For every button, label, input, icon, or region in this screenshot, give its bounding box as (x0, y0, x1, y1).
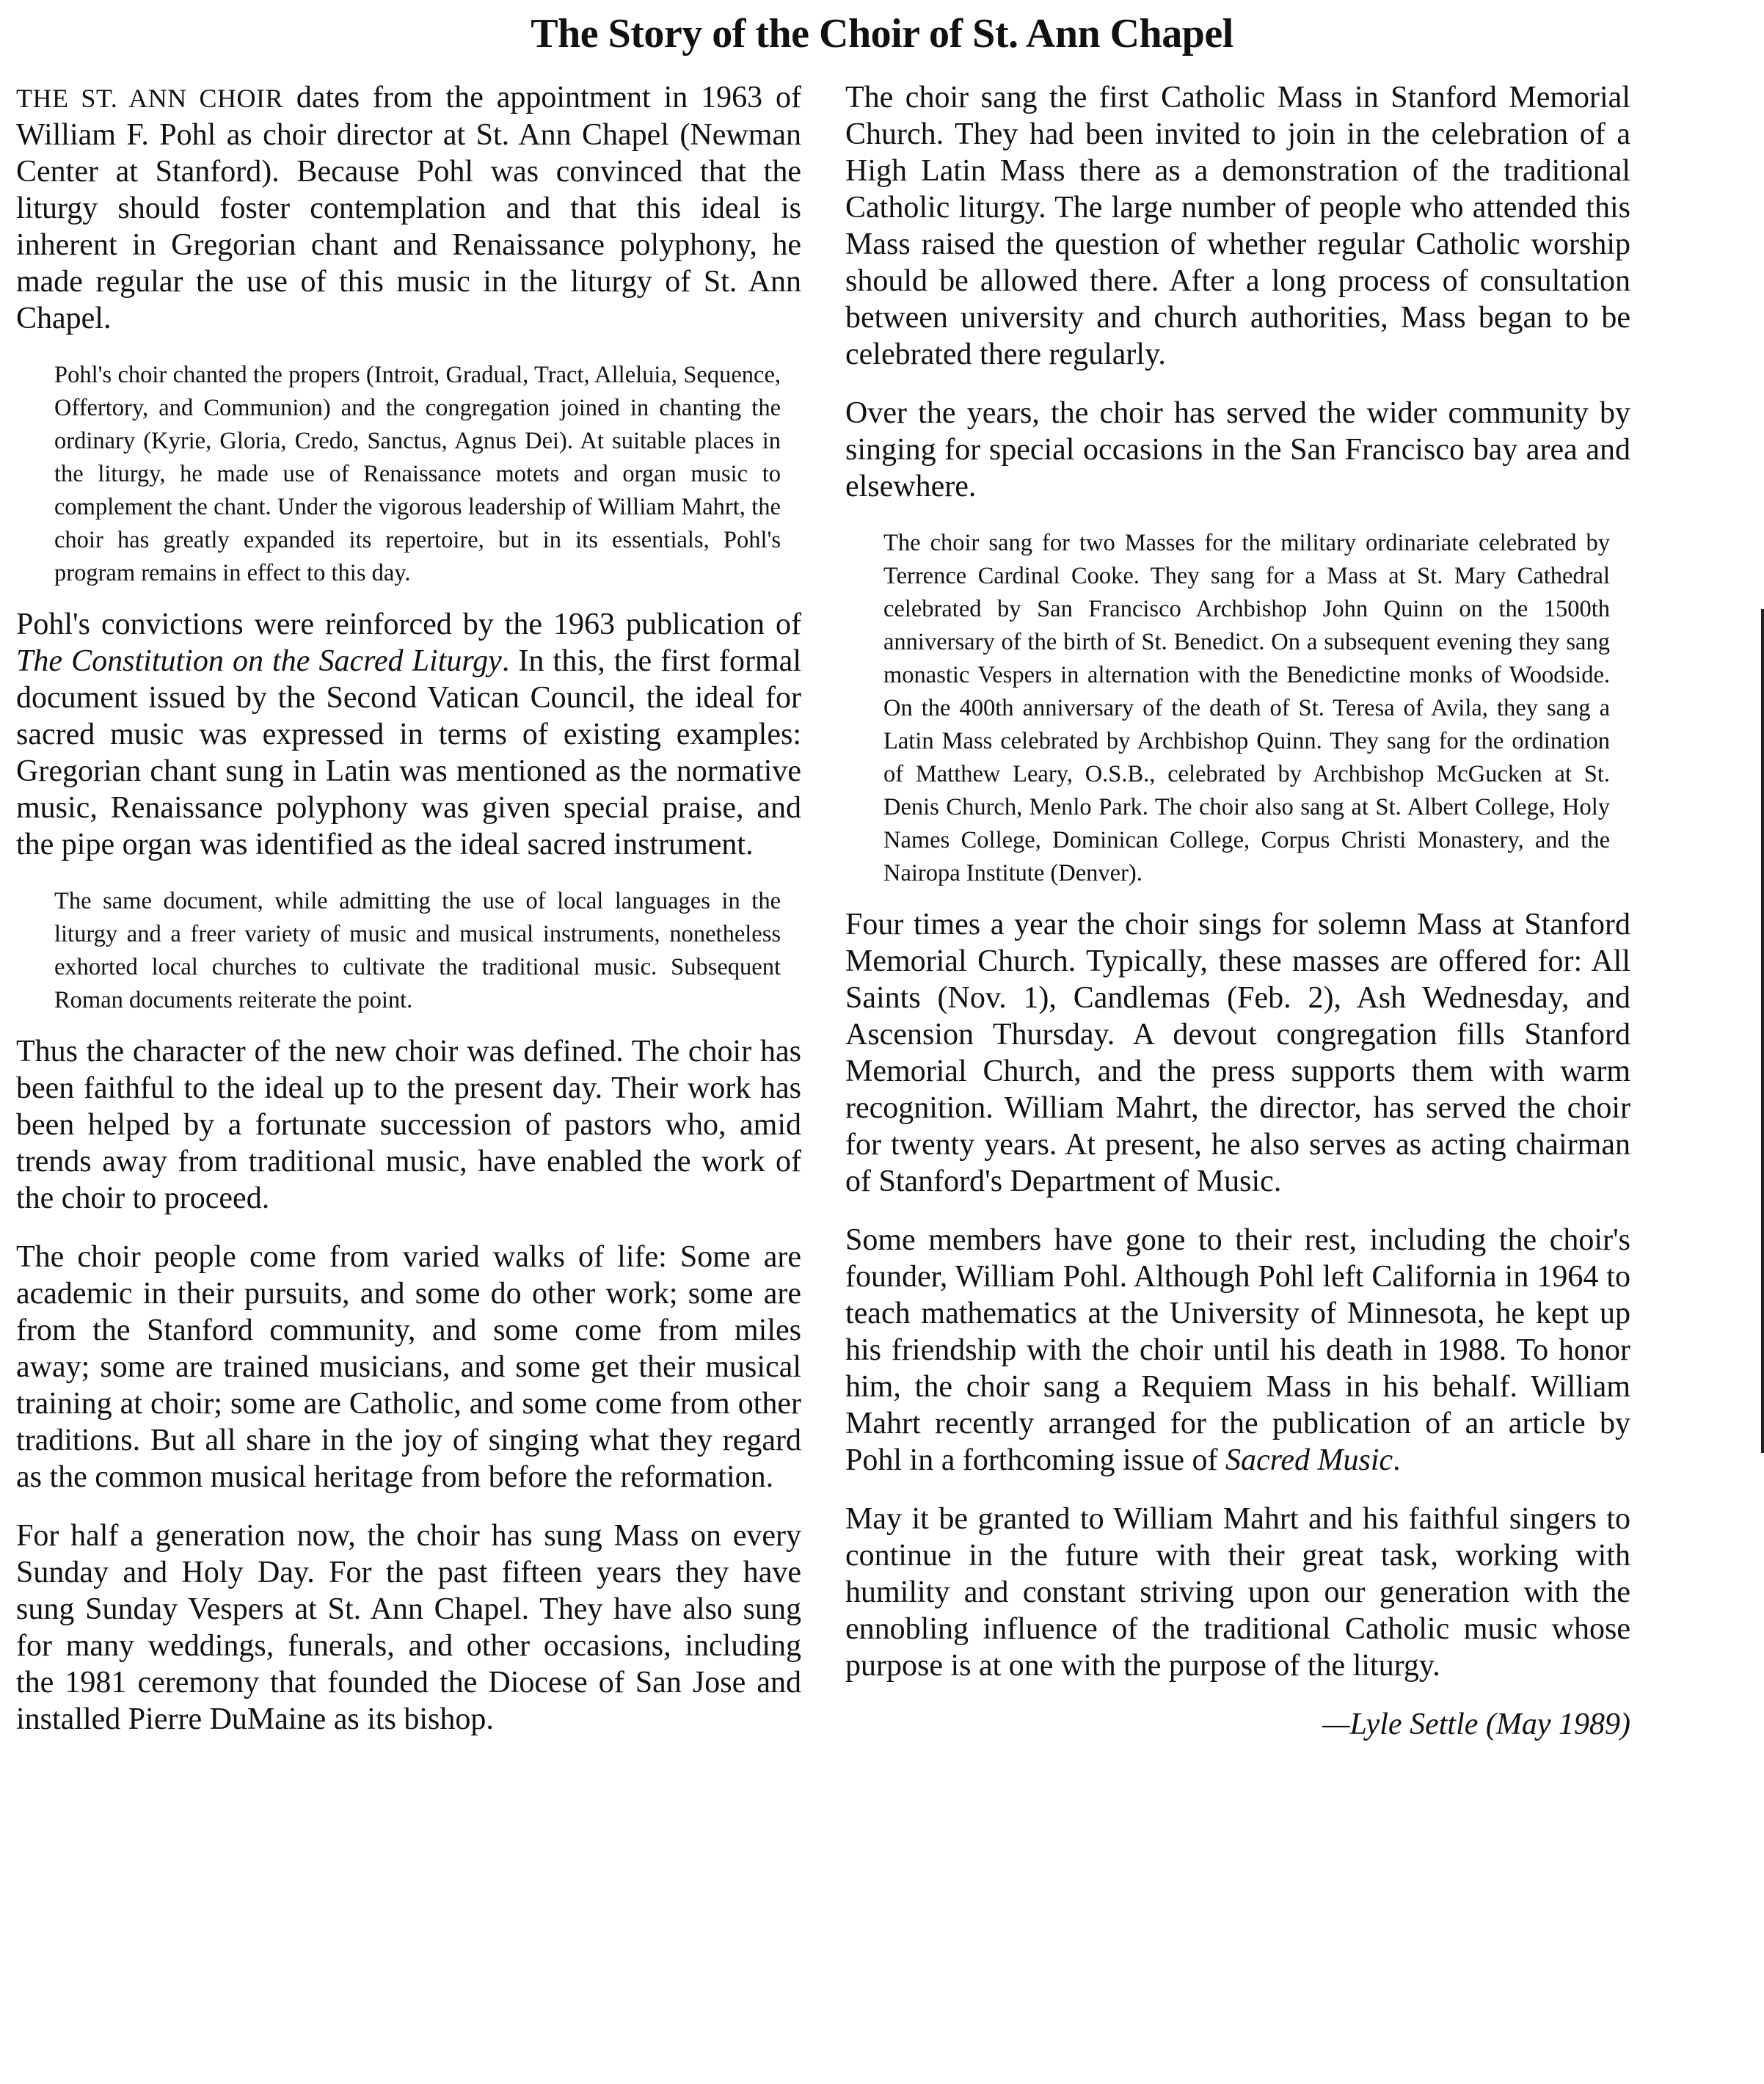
paragraph-rest (845, 1222, 1630, 1479)
paragraph-first-mass: The choir sang the first Catholic Mass in Stanford Memorial Church. They had been invited to join in the celebration of a High Latin Mass there as a demonstration of the traditional Catholic liturgy. The large number of people who attended this Mass raised the question of whether regular Catholic worship should be allowed there. After a long process of consultation between university and church authorities, Mass began to be celebrated there regularly. (845, 81, 1630, 371)
paragraph-character: Thus the character of the new choir was defined. The choir has been faithful to the ideal up to the present day. Their work has been helped by a fortunate succession of pastors who, amid trends away from traditional music, have enabled the work of the choir to proceed. (16, 1035, 801, 1215)
right-column (845, 79, 1630, 1743)
paragraph-text: dates from the appointment in 1963 of William F. Pohl as choir director at St. Ann Chapel (Newman Center at Stanford). Because Pohl was convinced that the liturgy should foster contemplation and that this ideal is inherent in Gregorian chant and Renaissance polyphony, he made regular the use of this music in the liturgy of St. Ann Chapel. (16, 81, 801, 335)
paragraph-choir-people: The choir people come from varied walks of life: Some are academic in their pursuits, and some do other work; some are from the Stanford community, and some come from miles away; some are trained musicians, and some get their musical training at choir; some are Catholic, and some come from other traditions. But all share in the joy of singing what they regard as the common musical heritage from before the reformation. (16, 1240, 801, 1494)
lead-in-caps: THE ST. ANN CHOIR (16, 84, 283, 113)
paragraph-convictions (16, 606, 801, 863)
paragraph-text: Pohl's convictions were reinforced by the 1963 publication of (16, 608, 801, 641)
paragraph-founding (16, 79, 801, 337)
document-title: The Constitution on the Sacred Liturgy (16, 644, 502, 678)
journal-title: Sacred Music (1225, 1443, 1393, 1477)
quote-propers: Pohl's choir chanted the propers (Introit, Gradual, Tract, Alleluia, Sequence, Offertory, and Communion) and the congregation joined in chanting the ordinary (Kyrie, Gloria, Credo, Sanctus, Agnus Dei). At suitable places in the liturgy, he made use of Renaissance motets and organ music to complement the chant. Under the vigorous leadership of William Mahrt, the choir has greatly expanded its repertoire, but in its essentials, Pohl's program remains in effect to this day. (54, 362, 781, 586)
quote-same-document: The same document, while admitting the use of local languages in the liturgy and a freer variety of music and musical instruments, nonetheless exhorted local churches to cultivate the traditional music. Subsequent Roman documents reiterate the point. (54, 888, 781, 1013)
left-column (16, 79, 801, 1760)
paragraph-text: Some members have gone to their rest, including the choir's founder, William Pohl. Although Pohl left California in 1964 to teach mathematics at the University of Minnesota, he kept up his friendship with the choir until his death in 1988. To honor him, the choir sang a Requiem Mass in his behalf. William Mahrt recently arranged for the publication of an article by Pohl in a forthcoming issue of (845, 1223, 1630, 1477)
paragraph-four-times: Four times a year the choir sings for solemn Mass at Stanford Memorial Church. Typically, these masses are offered for: All Saints (Nov. 1), Candlemas (Feb. 2), Ash Wednesday, and Ascension Thursday. A devout congregation fills Stanford Memorial Church, and the press supports them with warm recognition. William Mahrt, the director, has served the choir for twenty years. At present, he also serves as acting chairman of Stanford's Department of Music. (845, 908, 1630, 1198)
scan-edge-line (1761, 609, 1764, 1453)
paragraph-half-generation: For half a generation now, the choir has sung Mass on every Sunday and Holy Day. For the past fifteen years they have sung Sunday Vespers at St. Ann Chapel. They have also sung for many weddings, funerals, and other occasions, including the 1981 ceremony that founded the Diocese of San Jose and installed Pierre DuMaine as its bishop. (16, 1519, 801, 1736)
paragraph-text: . (1393, 1443, 1401, 1477)
signature: —Lyle Settle (May 1989) (1322, 1708, 1630, 1741)
quote-masses: The choir sang for two Masses for the military ordinariate celebrated by Terrence Cardinal Cooke. They sang for a Mass at St. Mary Cathedral celebrated by San Francisco Archbishop John Quinn on the 1500th anniversary of the birth of St. Benedict. On a subsequent evening they sang monastic Vespers in alternation with the Benedictine monks of Woodside. On the 400th anniversary of the death of St. Teresa of Avila, they sang a Latin Mass celebrated by Archbishop Quinn. They sang for the ordination of Matthew Leary, O.S.B., celebrated by Archbishop McGucken at St. Denis Church, Menlo Park. The choir also sang at St. Albert College, Holy Names College, Dominican College, Corpus Christi Monastery, and the Nairopa Institute (Denver). (883, 530, 1610, 886)
paragraph-over-the-years: Over the years, the choir has served the wider community by singing for special occasions in the San Francisco bay area and elsewhere. (845, 396, 1630, 503)
page-title: The Story of the Choir of St. Ann Chapel (531, 11, 1233, 57)
paragraph-blessing: May it be granted to William Mahrt and his faithful singers to continue in the future with their great task, working with humility and constant striving upon our generation with the ennobling influence of the traditional Catholic music whose purpose is at one with the purpose of the liturgy. (845, 1502, 1630, 1683)
paragraph-text: . In this, the first formal document issued by the Second Vatican Council, the ideal for sacred music was expressed in terms of existing examples: Gregorian chant sung in Latin was mentioned as the normative music, Renaissance polyphony was given special praise, and the pipe organ was identified as the ideal sacred instrument. (16, 644, 801, 861)
